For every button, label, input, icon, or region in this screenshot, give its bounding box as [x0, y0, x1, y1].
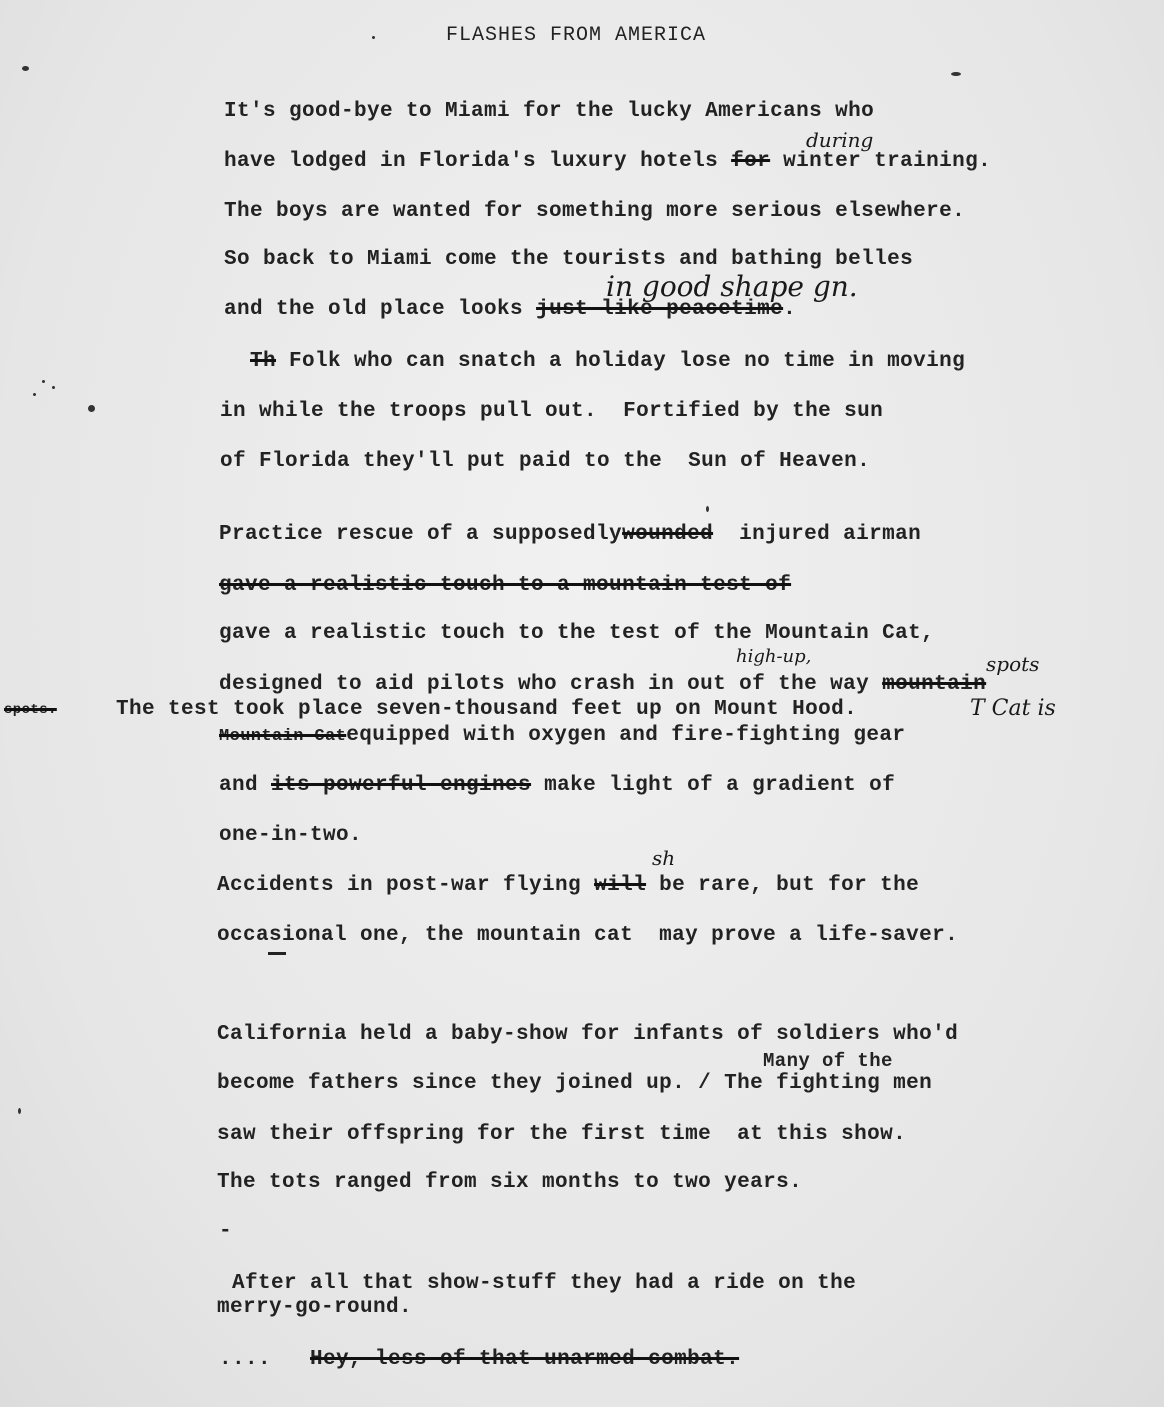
ink-speck [372, 36, 375, 39]
text-line: The tots ranged from six months to two years. [217, 1171, 803, 1194]
text-line [224, 298, 796, 322]
text-line [219, 574, 791, 598]
ink-speck [706, 506, 709, 512]
struck-text: wounded [622, 523, 714, 546]
handwritten-insert: T Cat is [970, 696, 1056, 721]
handwritten-insert: sh [652, 846, 676, 870]
text-segment: equipped with oxygen and fire-fighting gear [346, 724, 906, 747]
text-line: So back to Miami come the tourists and bathing belles [224, 248, 914, 271]
ink-speck [18, 1108, 21, 1114]
struck-text: Mountain Cat [219, 727, 347, 746]
text-line [217, 874, 919, 898]
handwritten-insert: in good shape gn. [606, 270, 858, 303]
text-line [250, 350, 965, 374]
ink-speck [88, 405, 95, 412]
struck-text: will [594, 874, 647, 897]
text-segment: make light of a gradient of [531, 774, 896, 797]
struck-text: mountain [882, 673, 987, 696]
struck-text: its powerful engines [271, 774, 532, 797]
struck-text: Hey, less of that unarmed combat. [310, 1348, 740, 1371]
text-segment: .... [219, 1348, 272, 1371]
ink-speck [33, 393, 36, 396]
handwritten-insert: spots [986, 652, 1040, 676]
text-line [224, 150, 991, 174]
text-segment: have lodged in Florida's luxury hotels [224, 150, 732, 173]
handwritten-insert: during [806, 128, 874, 152]
text-line: gave a realistic touch to the test of the Mountain Cat, [219, 622, 935, 645]
struck-text: for [731, 150, 771, 173]
text-segment: and [219, 774, 272, 797]
text-line: of Florida they'll put paid to the Sun of Heaven. [220, 450, 871, 473]
ink-speck [22, 66, 29, 71]
text-line [219, 774, 895, 798]
text-line: - [219, 1220, 233, 1243]
text-line: The boys are wanted for something more serious elsewhere. [224, 200, 966, 223]
text-line: merry-go-round. [217, 1296, 413, 1319]
text-segment [271, 1348, 310, 1371]
text-line [219, 1348, 739, 1372]
text-segment: Folk who can snatch a holiday lose no time in moving [276, 350, 966, 373]
text-line: become fathers since they joined up. / The fighting men [217, 1072, 933, 1095]
typed-insert: Many of the [763, 1050, 893, 1072]
text-segment: and the old place looks [224, 298, 537, 321]
page-title: FLASHES FROM AMERICA [446, 24, 707, 47]
text-line: in while the troops pull out. Fortified by the sun [220, 400, 884, 423]
text-line: one-in-two. [219, 824, 363, 847]
struck-text: gave a realistic touch to a mountain test of [219, 574, 792, 597]
text-segment: Practice rescue of a supposedly [219, 523, 623, 546]
text-line: It's good-bye to Miami for the lucky Americans who [224, 100, 875, 123]
text-line [219, 724, 905, 749]
text-line: saw their offspring for the first time at this show. [217, 1123, 907, 1146]
ink-speck [42, 380, 45, 383]
text-line [4, 698, 57, 722]
struck-text: Th [250, 350, 277, 373]
text-segment: . [783, 298, 797, 321]
text-segment: winter training. [770, 150, 992, 173]
text-line [219, 673, 986, 697]
struck-text: spots. [4, 702, 57, 718]
text-line: After all that show-stuff they had a ride on the [232, 1272, 857, 1295]
text-line: The test took place seven-thousand feet up on Mount Hood. [116, 698, 858, 721]
ink-speck [951, 72, 961, 76]
pencil-underline [268, 952, 286, 955]
text-line: California held a baby-show for infants of soldiers who'd [217, 1023, 959, 1046]
text-line [219, 523, 921, 547]
text-segment: injured airman [713, 523, 922, 546]
text-line: occasional one, the mountain cat may prove a life-saver. [217, 924, 959, 947]
handwritten-insert: high-up, [736, 646, 812, 667]
text-segment: designed to aid pilots who crash in out of the way [219, 673, 883, 696]
text-segment: Accidents in post-war flying [217, 874, 595, 897]
struck-text: just like peacetime [536, 298, 784, 321]
text-segment: be rare, but for the [646, 874, 920, 897]
ink-speck [52, 386, 55, 389]
